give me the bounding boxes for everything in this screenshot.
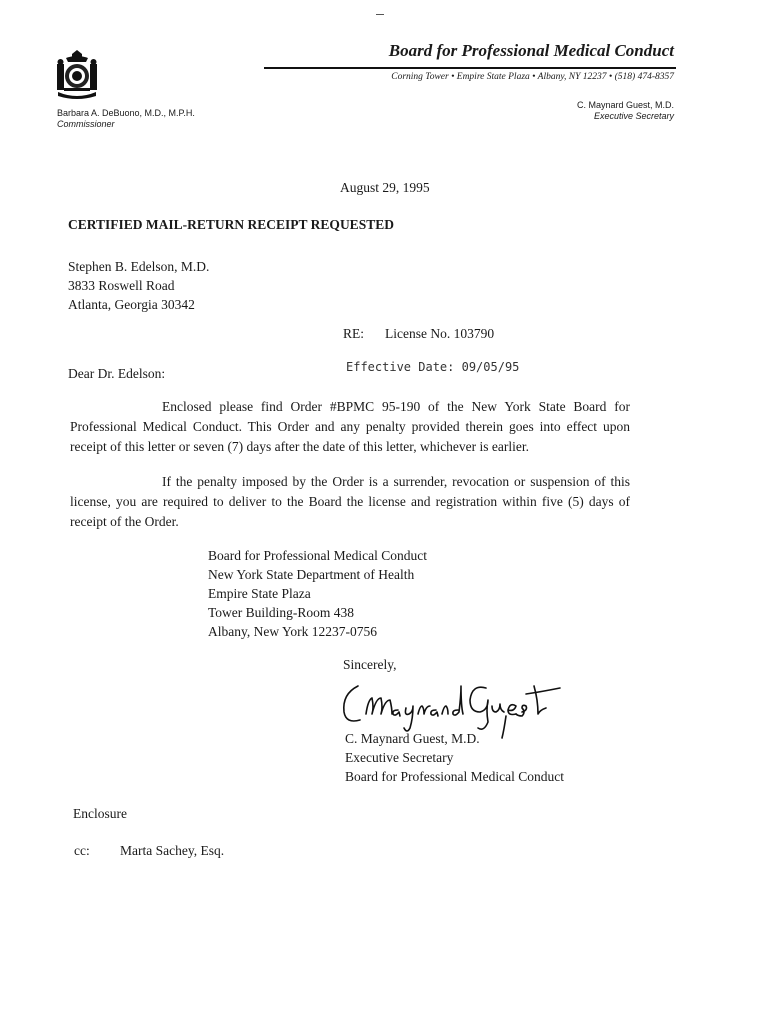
paragraph-order: Enclosed please find Order #BPMC 95-190 of the New York State Board for Professional Medical Conduct. This Order and any penalty provided therein goes into effect upon receipt of this letter or seven (7) days after the date of this letter, whichever is earlier. bbox=[70, 399, 630, 454]
board-title: Board for Professional Medical Conduct bbox=[388, 41, 674, 60]
signer-org: Board for Professional Medical Conduct bbox=[345, 769, 564, 784]
executive-title: Executive Secretary bbox=[593, 111, 674, 121]
executive-secretary-block bbox=[577, 100, 674, 122]
reference-line bbox=[343, 326, 494, 342]
salutation: Dear Dr. Edelson: bbox=[68, 366, 166, 381]
certified-mail-notice: CERTIFIED MAIL-RETURN RECEIPT REQUESTED bbox=[68, 217, 394, 232]
effective-date: Effective Date: 09/05/95 bbox=[346, 360, 520, 374]
commissioner-block bbox=[57, 108, 195, 130]
board-address-line: Board for Professional Medical Conduct bbox=[208, 548, 427, 563]
recipient-city: Atlanta, Georgia 30342 bbox=[68, 297, 195, 312]
license-number: License No. 103790 bbox=[385, 326, 495, 341]
recipient-address bbox=[68, 257, 209, 314]
commissioner-name: Barbara A. DeBuono, M.D., M.P.H. bbox=[57, 108, 195, 118]
enclosure-note: Enclosure bbox=[73, 806, 127, 821]
commissioner-title: Commissioner bbox=[57, 119, 115, 129]
cc-label: cc: bbox=[74, 843, 90, 858]
board-address-line: New York State Department of Health bbox=[208, 567, 415, 582]
signer-block bbox=[345, 729, 564, 786]
paragraph-penalty: If the penalty imposed by the Order is a surrender, revocation or suspension of this license, you are required to deliver to the Board the license and registration within five (5) days of receipt of the Order. bbox=[70, 474, 630, 529]
board-address-line: Empire State Plaza bbox=[208, 586, 311, 601]
closing: Sincerely, bbox=[343, 657, 397, 672]
scan-mark bbox=[376, 14, 384, 15]
recipient-name: Stephen B. Edelson, M.D. bbox=[68, 259, 210, 274]
board-mailing-address bbox=[208, 546, 427, 641]
board-address-line: Albany, New York 12237-0756 bbox=[208, 624, 377, 639]
cc-line bbox=[74, 843, 224, 859]
re-label: RE: bbox=[343, 326, 365, 341]
new-york-state-seal-icon bbox=[52, 46, 102, 102]
cc-recipient: Marta Sachey, Esq. bbox=[120, 843, 225, 858]
signer-title: Executive Secretary bbox=[345, 750, 454, 765]
letter-date: August 29, 1995 bbox=[340, 180, 430, 195]
letterhead-rule bbox=[264, 67, 676, 69]
signer-name: C. Maynard Guest, M.D. bbox=[345, 731, 480, 746]
recipient-street: 3833 Roswell Road bbox=[68, 278, 175, 293]
executive-name: C. Maynard Guest, M.D. bbox=[576, 100, 674, 110]
letterhead-address: Corning Tower • Empire State Plaza • Albany, NY 12237 • (518) 474-8357 bbox=[391, 72, 674, 82]
board-address-line: Tower Building-Room 438 bbox=[208, 605, 355, 620]
